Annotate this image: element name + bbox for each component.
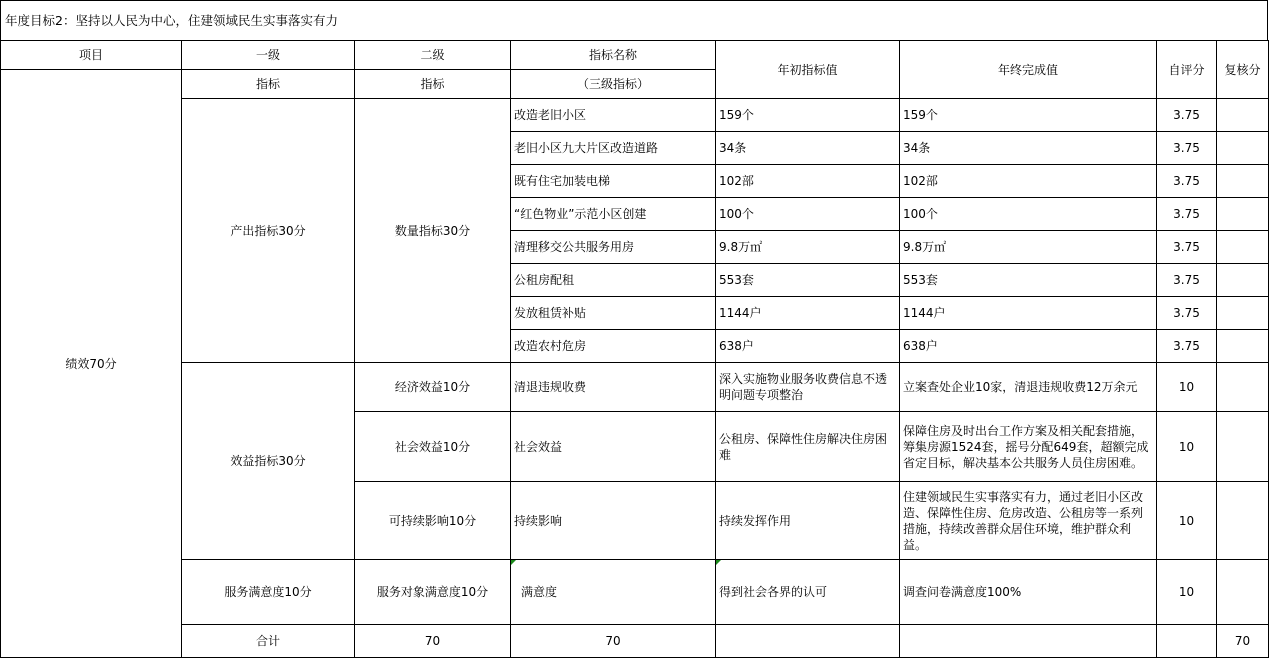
total-target: [900, 625, 1157, 658]
review-score: [1217, 198, 1269, 231]
output-level1: 产出指标30分: [182, 99, 355, 363]
review-score: [1217, 412, 1269, 482]
indicator-name: 持续影响: [511, 482, 716, 560]
header-project: 项目: [1, 41, 182, 70]
target-value: 1144户: [716, 297, 900, 330]
indicator-name: 既有住宅加装电梯: [511, 165, 716, 198]
review-score: [1217, 560, 1269, 625]
indicator-name: 改造老旧小区: [511, 99, 716, 132]
table-row: [1, 560, 1269, 625]
header-target: 年初指标值: [716, 41, 900, 99]
self-score: 3.75: [1157, 264, 1217, 297]
target-value: 深入实施物业服务收费信息不透明问题专项整治: [716, 363, 900, 412]
self-score: 10: [1157, 412, 1217, 482]
actual-value: 保障住房及时出台工作方案及相关配套措施，筹集房源1524套，摇号分配649套，超额完成省定目标，解决基本公共服务人员住房困难。: [900, 412, 1157, 482]
header-level1-sub: 指标: [182, 70, 355, 99]
benefit-level2: 社会效益10分: [355, 412, 511, 482]
header-level2: 二级: [355, 41, 511, 70]
project-label: 绩效70分: [1, 70, 182, 658]
review-score: [1217, 132, 1269, 165]
target-value: 9.8万㎡: [716, 231, 900, 264]
indicator-name: 满意度: [511, 560, 716, 625]
total-row: [1, 625, 1269, 658]
actual-value: 住建领域民生实事落实有力，通过老旧小区改造、保障性住房、危房改造、公租房等一系列措施，持续改善群众居住环境，维护群众利益。: [900, 482, 1157, 560]
self-score: 10: [1157, 482, 1217, 560]
self-score: 3.75: [1157, 99, 1217, 132]
actual-value: 9.8万㎡: [900, 231, 1157, 264]
header-actual: 年终完成值: [900, 41, 1157, 99]
self-score: 10: [1157, 560, 1217, 625]
header-row-1: [1, 41, 1269, 70]
indicator-name: 清理移交公共服务用房: [511, 231, 716, 264]
self-score: 3.75: [1157, 165, 1217, 198]
review-score: [1217, 482, 1269, 560]
target-value: 553套: [716, 264, 900, 297]
benefit-level1: 效益指标30分: [182, 363, 355, 560]
self-score: 3.75: [1157, 231, 1217, 264]
total-self-score: 70: [1217, 625, 1269, 658]
satisfaction-level2: 服务对象满意度10分: [355, 560, 511, 625]
table-row: [1, 99, 1269, 132]
target-value: 100个: [716, 198, 900, 231]
actual-value: 159个: [900, 99, 1157, 132]
header-indicator-name: 指标名称: [511, 41, 716, 70]
total-actual: [1157, 625, 1217, 658]
total-level1: 70: [355, 625, 511, 658]
self-score: 3.75: [1157, 330, 1217, 363]
actual-value: 638户: [900, 330, 1157, 363]
self-score: 3.75: [1157, 297, 1217, 330]
total-indicator-name: [716, 625, 900, 658]
review-score: [1217, 363, 1269, 412]
review-score: [1217, 264, 1269, 297]
table-row: [1, 363, 1269, 412]
self-score: 3.75: [1157, 132, 1217, 165]
header-level1: 一级: [182, 41, 355, 70]
actual-value: 100个: [900, 198, 1157, 231]
target-value: 公租房、保障性住房解决住房困难: [716, 412, 900, 482]
indicator-name: 清退违规收费: [511, 363, 716, 412]
self-score: 10: [1157, 363, 1217, 412]
self-score: 3.75: [1157, 198, 1217, 231]
indicator-name: 改造农村危房: [511, 330, 716, 363]
header-review-score: 复核分: [1217, 41, 1269, 99]
target-value: 得到社会各界的认可: [716, 560, 900, 625]
indicator-name: 公租房配租: [511, 264, 716, 297]
total-level2: 70: [511, 625, 716, 658]
actual-value: 立案查处企业10家，清退违规收费12万余元: [900, 363, 1157, 412]
actual-value: 34条: [900, 132, 1157, 165]
actual-value: 102部: [900, 165, 1157, 198]
header-indicator-name-sub: （三级指标）: [511, 70, 716, 99]
satisfaction-level1: 服务满意度10分: [182, 560, 355, 625]
review-score: [1217, 99, 1269, 132]
target-value: 638户: [716, 330, 900, 363]
actual-value: 调查问卷满意度100%: [900, 560, 1157, 625]
review-score: [1217, 231, 1269, 264]
benefit-level2: 可持续影响10分: [355, 482, 511, 560]
header-self-score: 自评分: [1157, 41, 1217, 99]
indicator-name: 老旧小区九大片区改造道路: [511, 132, 716, 165]
performance-table: [0, 40, 1269, 658]
total-label: 合计: [182, 625, 355, 658]
review-score: [1217, 297, 1269, 330]
benefit-level2: 经济效益10分: [355, 363, 511, 412]
target-value: 持续发挥作用: [716, 482, 900, 560]
header-level2-sub: 指标: [355, 70, 511, 99]
page-title: 年度目标2：坚持以人民为中心，住建领域民生实事落实有力: [0, 0, 1268, 40]
review-score: [1217, 330, 1269, 363]
indicator-name: “红色物业”示范小区创建: [511, 198, 716, 231]
target-value: 102部: [716, 165, 900, 198]
output-level2: 数量指标30分: [355, 99, 511, 363]
review-score: [1217, 165, 1269, 198]
actual-value: 553套: [900, 264, 1157, 297]
actual-value: 1144户: [900, 297, 1157, 330]
target-value: 159个: [716, 99, 900, 132]
target-value: 34条: [716, 132, 900, 165]
indicator-name: 社会效益: [511, 412, 716, 482]
indicator-name: 发放租赁补贴: [511, 297, 716, 330]
